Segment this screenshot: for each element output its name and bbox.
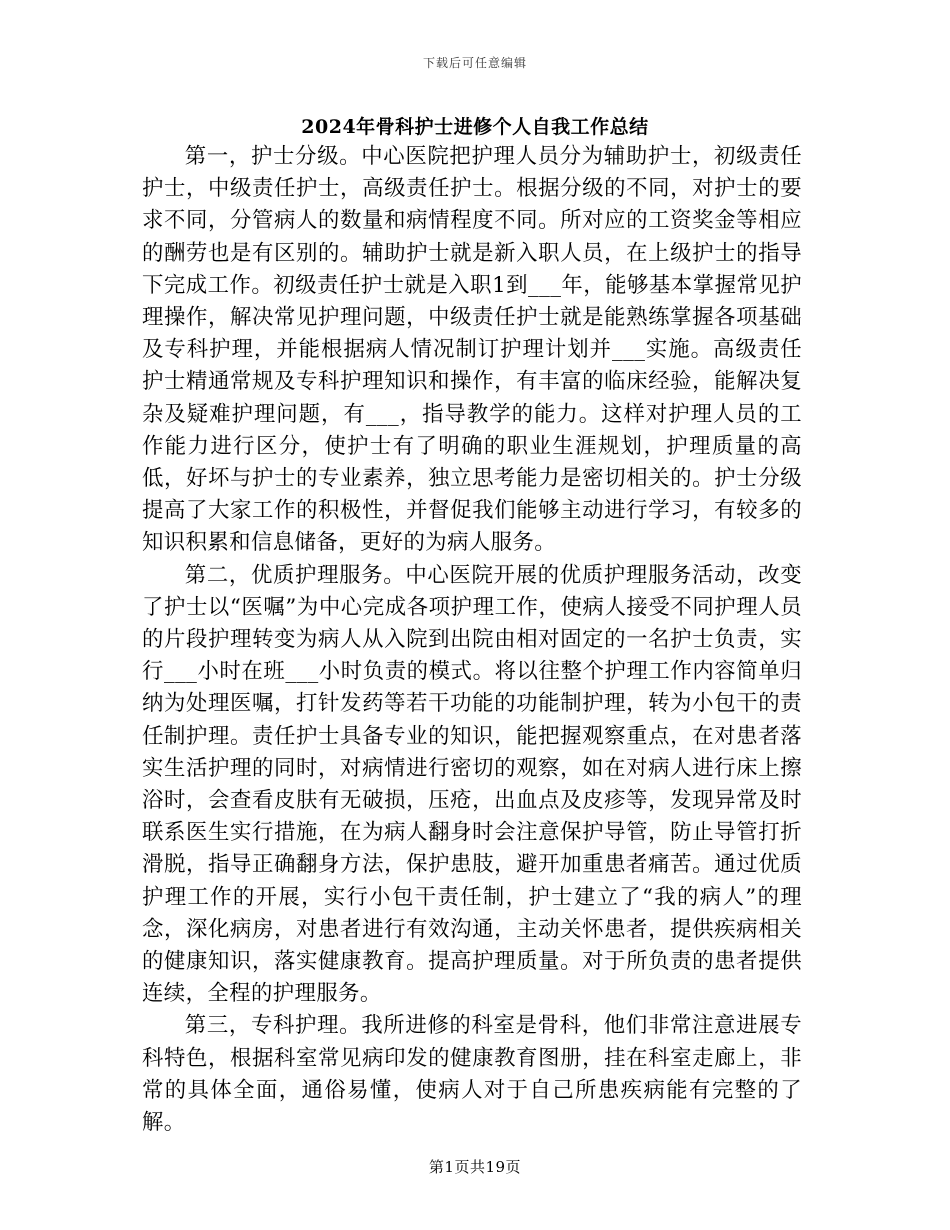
- header-note: 下载后可任意编辑: [422, 56, 527, 70]
- paragraph-3: 第三，专科护理。我所进修的科室是骨科，他们非常注意进展专科特色，根据科室常见病印发的健康教育图册，挂在科室走廊上，非常的具体全面，通俗易懂，使病人对于自己所患疾病能有完整的了解。: [142, 1013, 802, 1136]
- document-title: 2024年骨科护士进修个人自我工作总结: [301, 116, 649, 138]
- paragraph-1: 第一，护士分级。中心医院把护理人员分为辅助护士，初级责任护士，中级责任护士，高级责任护士。根据分级的不同，对护士的要求不同，分管病人的数量和病情程度不同。所对应的工资奖金等相应的酬劳也是有区别的。辅助护士就是新入职人员，在上级护士的指导下完成工作。初级责任护士就是入职1到___年，能够基本掌握常见护理操作，解决常见护理问题，中级责任护士就是能熟练掌握各项基础及专科护理，并能根据病人情况制订护理计划并___实施。高级责任护士精通常规及专科护理知识和操作，有丰富的临床经验，能解决复杂及疑难护理问题，有___，指导教学的能力。这样对护理人员的工作能力进行区分，使护士有了明确的职业生涯规划，护理质量的高低，好坏与护士的专业素养，独立思考能力是密切相关的。护士分级提高了大家工作的积极性，并督促我们能够主动进行学习，有较多的知识积累和信息储备，更好的为病人服务。: [142, 144, 802, 556]
- document-body: [142, 141, 802, 1139]
- paragraph-2: 第二，优质护理服务。中心医院开展的优质护理服务活动，改变了护士以“医嘱”为中心完成各项护理工作，使病人接受不同护理人员的片段护理转变为病人从入院到出院由相对固定的一名护士负责，实行___小时在班___小时负责的模式。将以往整个护理工作内容简单归纳为处理医嘱，打针发药等若干功能的功能制护理，转为小包干的责任制护理。责任护士具备专业的知识，能把握观察重点，在对患者落实生活护理的同时，对病情进行密切的观察，如在对病人进行床上擦浴时，会查看皮肤有无破损，压疮，出血点及皮疹等，发现异常及时联系医生实行措施，在为病人翻身时会注意保护导管，防止导管打折滑脱，指导正确翻身方法，保护患肢，避开加重患者痛苦。通过优质护理工作的开展，实行小包干责任制，护士建立了“我的病人”的理念，深化病房，对患者进行有效沟通，主动关怀患者，提供疾病相关的健康知识，落实健康教育。提高护理质量。对于所负责的患者提供连续，全程的护理服务。: [142, 562, 802, 1007]
- page-footer: 第1页共19页: [428, 1158, 522, 1176]
